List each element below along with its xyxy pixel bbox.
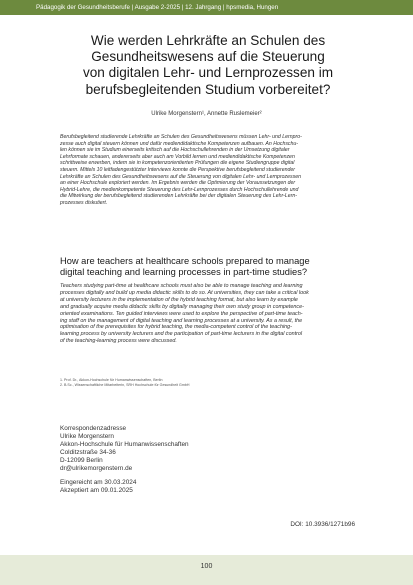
- abstract-line: die Mitwirkung der berufsbegleitend studierenden Lehrkräfte bei der digitalen Steuerung des Lehr-Lern-: [60, 193, 297, 200]
- abstract-line: of the teaching-learning process were discussed.: [60, 338, 177, 345]
- accepted-date: Akzeptiert am 09.01.2025: [60, 487, 133, 494]
- title-line: Gesundheitswesens auf die Steuerung: [91, 49, 325, 65]
- abstract-line: an einer Hochschule exploriert werden. Im Ergebnis werden die Optimierung der Voraussetzungen der: [60, 180, 296, 187]
- abstract-line: processes digitally and build up media didactic skills to do so. At universities, they can take a critical look: [60, 289, 309, 296]
- abstract-line: at university lecturers in the implementation of the hybrid teaching format, but also learn by example: [60, 296, 298, 303]
- correspondence-block: [60, 425, 360, 495]
- correspondence-line: Ulrike Morgenstern: [60, 433, 114, 440]
- correspondence-line: Akkon-Hochschule für Humanwissenschaften: [60, 441, 189, 448]
- abstract-line: ing staff on the management of digital teaching and learning processes at a university. As a result, the: [60, 317, 303, 324]
- abstract-line: Lehrkräfte an Schulen des Gesundheitswesens auf die Steuerung von digitalen Lehr- und Lernprozessen: [60, 173, 301, 180]
- correspondence-line: Colditzstraße 34-36: [60, 449, 116, 456]
- english-title-line: How are teachers at healthcare schools prepared to manage: [60, 256, 310, 266]
- author-line: Ulrike Morgenstern¹, Annette Ruslemeier²: [151, 111, 262, 117]
- abstract-line: zesse auch digital steuern können und dafür mediendidaktische Kompetenzen aufbauen. An Hochschu-: [60, 140, 299, 147]
- article-title: [40, 33, 376, 98]
- doi: DOI: 10.3936/1271b96: [290, 521, 355, 528]
- affiliations: [60, 378, 360, 388]
- affiliation-item: 2. B.Sc., Wissenschaftliche Mitarbeiterin, SRH Hochschule für Gesundheit GmbH: [60, 383, 190, 388]
- running-header-text: Pädagogik der Gesundheitsberufe | Ausgabe 2-2025 | 12. Jahrgang | hpsmedia, Hungen: [36, 4, 279, 11]
- abstract-line: prozesses diskutiert.: [60, 199, 108, 206]
- title-line: berufsbegleitenden Studium vorbereitet?: [85, 81, 331, 97]
- title-line: von digitalen Lehr- und Lernprozessen im: [82, 65, 334, 81]
- abstract-line: Teachers studying part-time at healthcare schools must also be able to manage teaching and learning: [60, 283, 303, 289]
- correspondence-label: Korrespondenzadresse: [60, 425, 127, 432]
- abstract-line: Berufsbegleitend studierende Lehrkräfte an Schulen des Gesundheitswesens müssen Lehr- und Lernpro-: [60, 134, 302, 140]
- abstract-line: optimisation of the prerequisites for hybrid teaching, the media-competent control of the teaching-: [60, 324, 292, 331]
- received-date: Eingereicht am 30.03.2024: [60, 479, 137, 486]
- running-header: [0, 0, 413, 15]
- abstract-line: learning process by university lecturers and the participation of part-time lecturers in the digital control: [60, 331, 303, 338]
- abstract-line: Lehrformate schauen, andererseits aber auch am Vorbild lernen und mediendidaktische Kompetenzen: [60, 153, 295, 160]
- abstract-german: [60, 134, 352, 207]
- abstract-line: len können sie im Studium einerseits kritisch auf die Hochschullehrenden in der Umsetzung digitaler: [60, 147, 290, 154]
- english-title: [60, 256, 360, 277]
- abstract-line: oriented examinations. Ten guided interviews were used to explore the perspective of part-time teach-: [60, 310, 303, 317]
- title-line: Wie werden Lehrkräfte an Schulen des: [90, 33, 326, 48]
- affiliation-item: 1. Prof. Dr., Akkon-Hochschule für Humanwissenschaften, Berlin: [60, 378, 163, 382]
- correspondence-line: D-12099 Berlin: [60, 457, 103, 464]
- abstract-line: and gradually acquire media didactic skills by digitally managing their own study group in competence-: [60, 303, 304, 310]
- footer-band: [0, 555, 413, 585]
- abstract-line: Hybrid-Lehre, die medienkompetente Steuerung des Lehr-Lernprozesses durch Hochschullehrende und: [60, 186, 299, 193]
- abstract-english: [60, 283, 360, 345]
- english-title-line: digital teaching and learning processes in part-time studies?: [60, 266, 308, 277]
- page-number: 100: [200, 563, 213, 570]
- abstract-line: steuern. Mittels 10 leitfadengestützter Interviews konnte die Perspektive berufsbegleitend studierender: [60, 166, 296, 173]
- correspondence-email: dr@ulrikemorgenstern.de: [60, 465, 133, 472]
- abstract-line: schrittweise erwerben, indem sie in kompetenzorientierten Prüfungen die eigene Studiengruppe digital: [60, 160, 295, 167]
